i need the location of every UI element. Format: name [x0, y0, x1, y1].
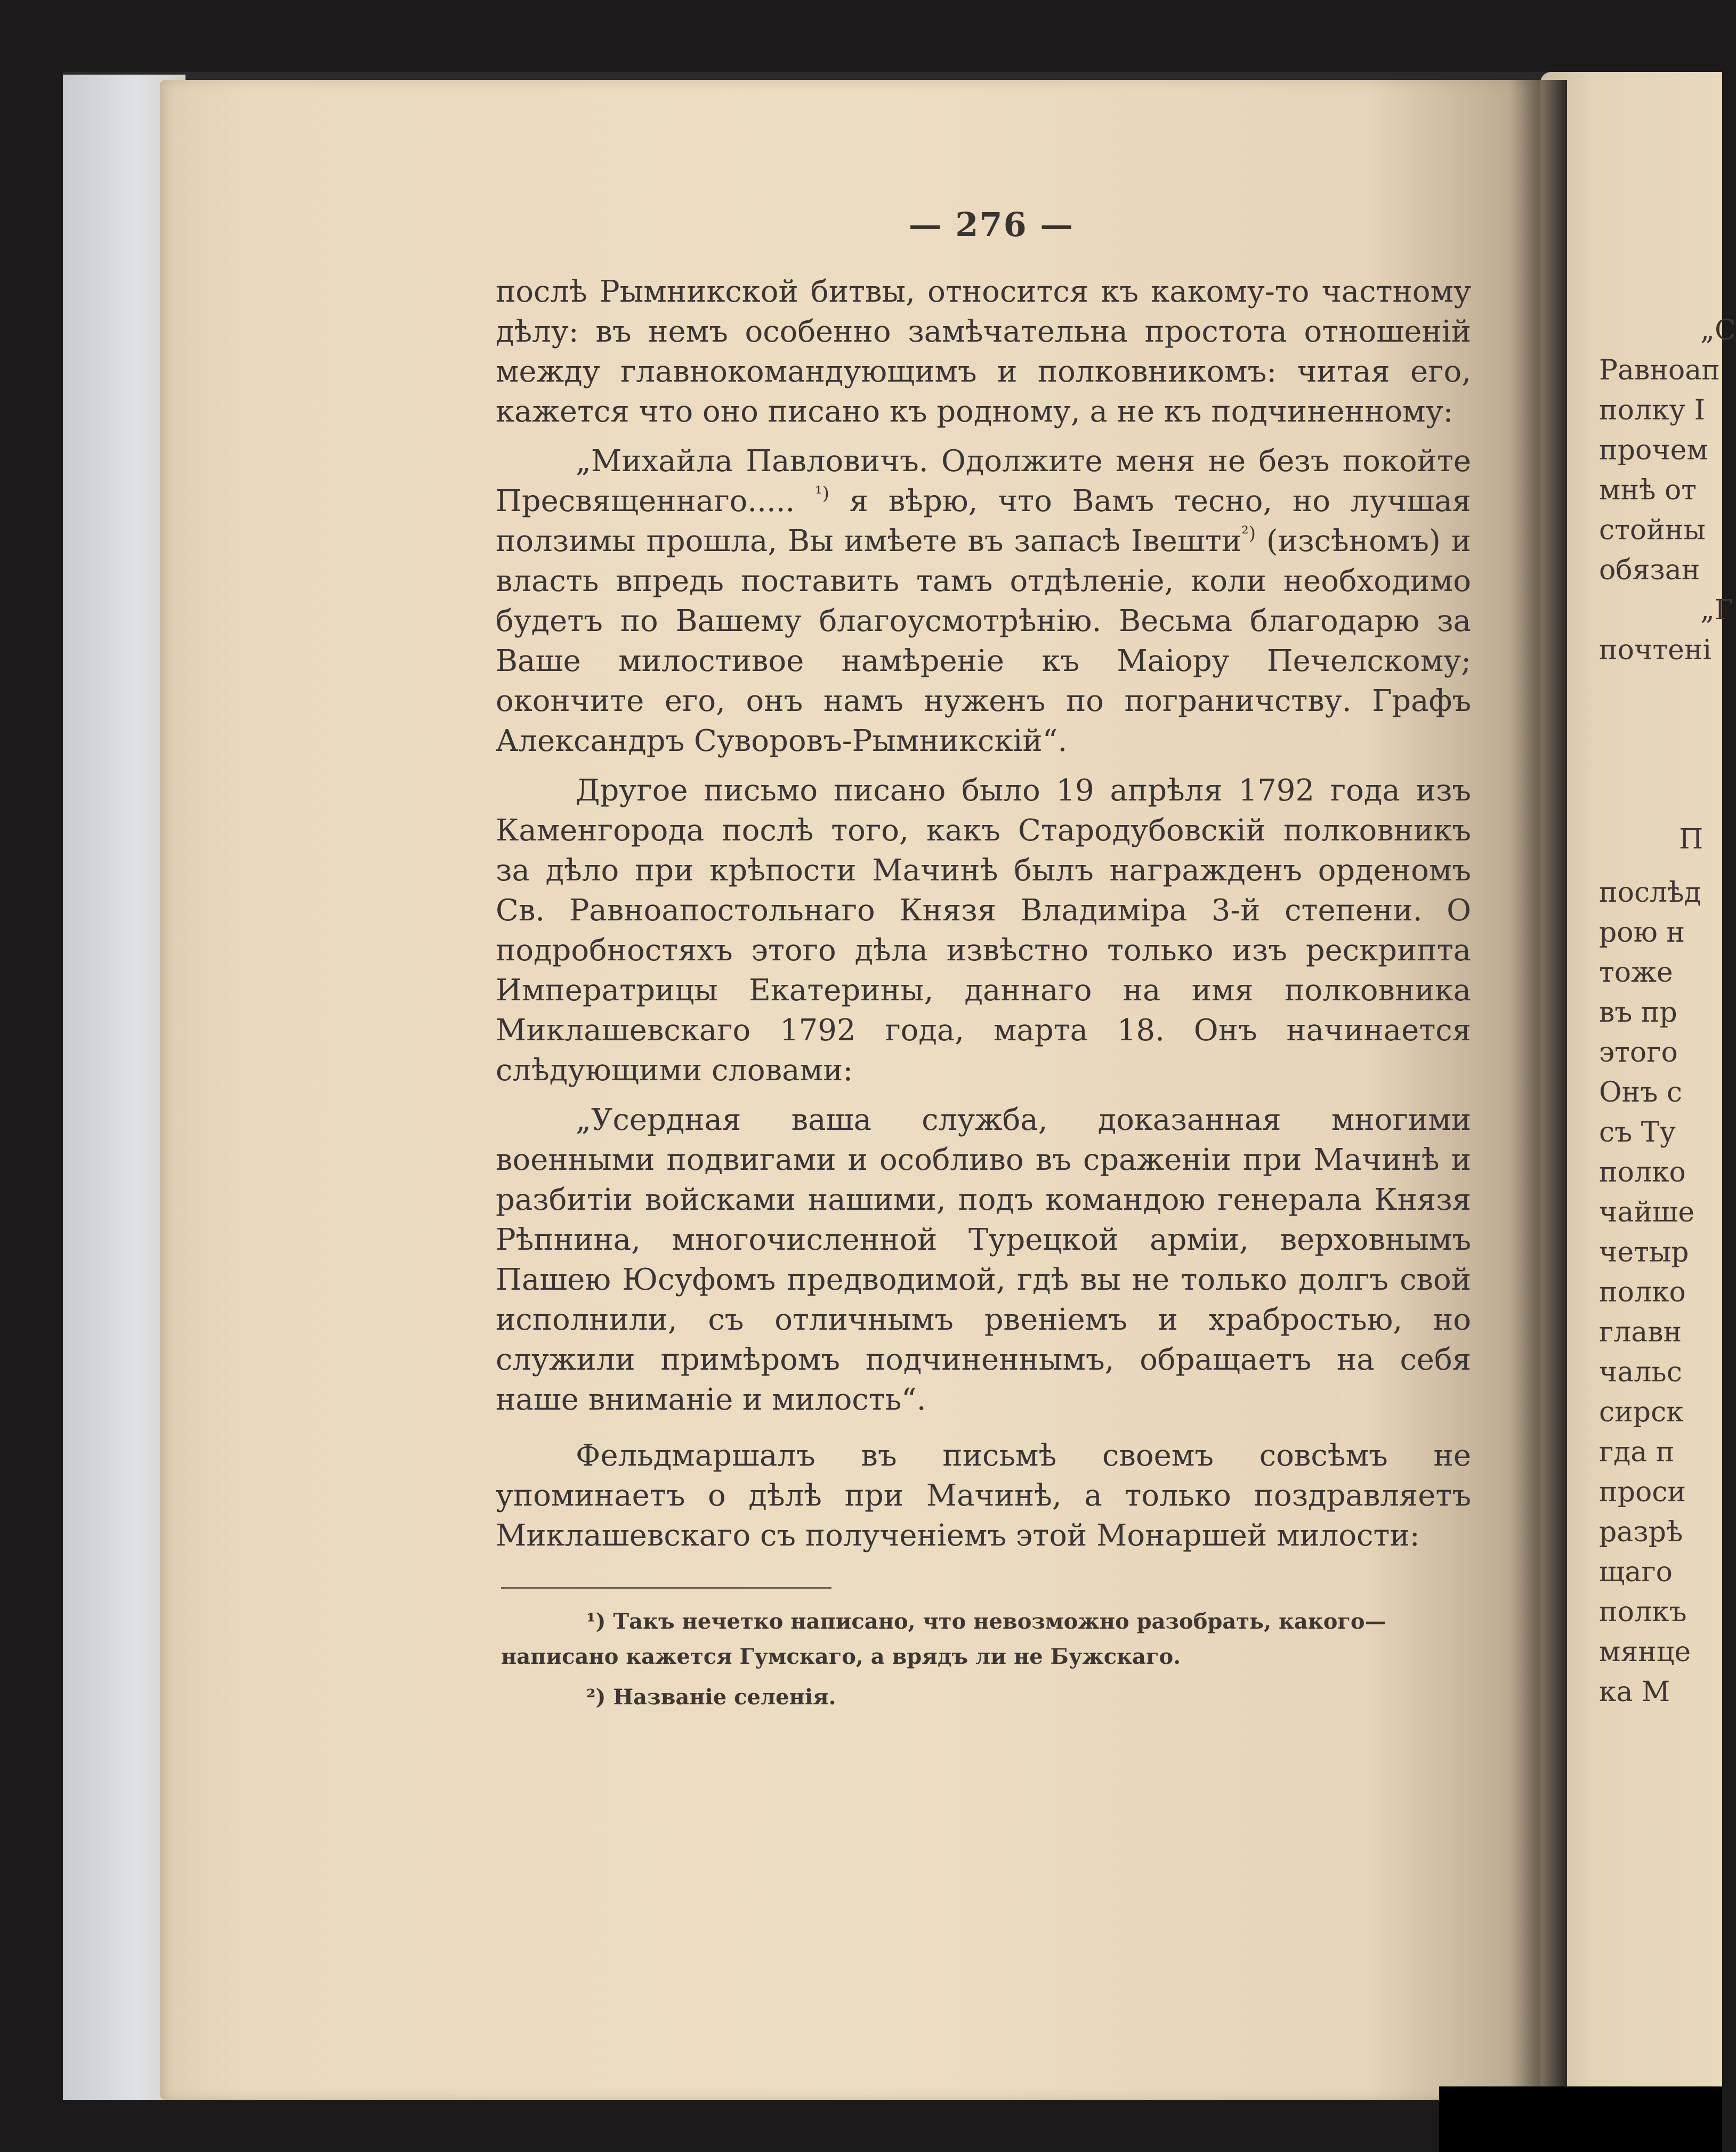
- text-fragment: обязан: [1599, 554, 1700, 586]
- text-fragment: чальс: [1599, 1356, 1682, 1388]
- text-fragment: съ Ту: [1599, 1117, 1676, 1148]
- text-fragment: рою н: [1599, 917, 1685, 949]
- text-fragment: мянце: [1599, 1636, 1691, 1668]
- text-fragment: прочем: [1599, 434, 1708, 466]
- paragraph: послѣ Рымникской битвы, относится къ какому-то частному дѣлу: въ немъ особенно замѣчательна простота отношеній между главнокомандующимъ и полковникомъ: читая его, кажется что оно писано къ родному, а не къ подчиненному:: [496, 274, 1471, 429]
- text-fragment: Онъ с: [1599, 1077, 1683, 1109]
- text-fragment: „Г: [1700, 594, 1733, 626]
- main-text: [496, 272, 1471, 1565]
- quote-text: „Михайла Павловичъ. Одолжите меня не безъ покойте Пресвященнаго.....: [496, 444, 1471, 519]
- footnote-mark: ²): [1241, 523, 1256, 544]
- text-fragment: гда п: [1599, 1436, 1675, 1468]
- text-fragment: полку I: [1599, 394, 1706, 426]
- text-fragment: сирск: [1599, 1396, 1684, 1428]
- text-fragment: Равноап: [1599, 354, 1720, 386]
- quote-text: (изсѣномъ) и власть впредь поставить тамъ отдѣленіе, коли необходимо будетъ по Вашему благоусмотрѣнію. Весьма благодарю за Ваше милостивое намѣреніе къ Маіору Печелскому; окончите его, онъ намъ нуженъ по пограничству. Графъ Александръ Суворовъ-Рымникскій“.: [496, 524, 1471, 758]
- text-fragment: тоже: [1599, 957, 1673, 989]
- text-fragment: щаго: [1599, 1556, 1673, 1588]
- text-fragment: почтені: [1599, 634, 1712, 666]
- footnotes: [501, 1604, 1471, 1720]
- text-fragment: четыр: [1599, 1236, 1689, 1268]
- text-fragment: полкъ: [1599, 1596, 1687, 1628]
- footnote-divider: [501, 1587, 831, 1589]
- text-fragment: мнѣ от: [1599, 474, 1697, 506]
- book-gutter: [1508, 80, 1567, 2100]
- text-fragment: проси: [1599, 1476, 1686, 1508]
- text-fragment: „С: [1700, 314, 1736, 346]
- footnote-mark: ¹): [815, 483, 829, 504]
- text-fragment: полко: [1599, 1276, 1686, 1308]
- text-fragment: полко: [1599, 1156, 1686, 1188]
- text-fragment: въ пр: [1599, 997, 1677, 1029]
- text-fragment: послѣд: [1599, 877, 1701, 909]
- text-fragment: разрѣ: [1599, 1516, 1683, 1548]
- paragraph: Другое письмо писано было 19 апрѣля 1792 года изъ Каменгорода послѣ того, какъ Стародубовскій полковникъ за дѣло при крѣпости Мачинѣ былъ награжденъ орденомъ Св. Равноапостольнаго Князя Владиміра 3-й степени. О подробностяхъ этого дѣла извѣстно только изъ рескрипта Императрицы Екатерины, даннаго на имя полковника Миклашевскаго 1792 года, марта 18. Онъ начинается слѣдующими словами:: [496, 773, 1471, 1088]
- quoted-rescript: „Усердная ваша служба, доказанная многими военными подвигами и особливо въ сраженіи при Мачинѣ и разбитіи войсками нашими, подъ командою генерала Князя Рѣпнина, многочисленной Турецкой арміи, верховнымъ Пашею Юсуфомъ предводимой, гдѣ вы не только долгъ свой исполнили, съ отличнымъ рвеніемъ и храбростью, но служили примѣромъ подчиненнымъ, обращаетъ на себя наше вниманіе и милость“.: [496, 1103, 1471, 1417]
- page-number: — 276 —: [908, 205, 1075, 244]
- text-fragment: ка М: [1599, 1676, 1670, 1708]
- text-fragment: П: [1679, 823, 1703, 855]
- text-fragment: чайше: [1599, 1196, 1695, 1228]
- quote-text: я вѣрю, что Вамъ тесно, но лучшая ползимы прошла, Вы имѣете въ запасѣ Івешти: [496, 484, 1471, 559]
- quoted-letter: [496, 441, 1471, 761]
- text-fragment: стойны: [1599, 514, 1706, 546]
- text-fragment: главн: [1599, 1316, 1682, 1348]
- right-page-text: [1599, 0, 1736, 2152]
- text-fragment: этого: [1599, 1037, 1678, 1069]
- footnote: ²) Названіе селенія.: [586, 1685, 836, 1710]
- paragraph: Фельдмаршалъ въ письмѣ своемъ совсѣмъ не упоминаетъ о дѣлѣ при Мачинѣ, а только поздравляетъ Миклашевскаго съ полученіемъ этой Монаршей милости:: [496, 1438, 1471, 1553]
- footnote: ¹) Такъ нечетко написано, что невозможно разобрать, какого—написано кажется Гумскаго, а врядъ ли не Бужскаго.: [501, 1609, 1386, 1669]
